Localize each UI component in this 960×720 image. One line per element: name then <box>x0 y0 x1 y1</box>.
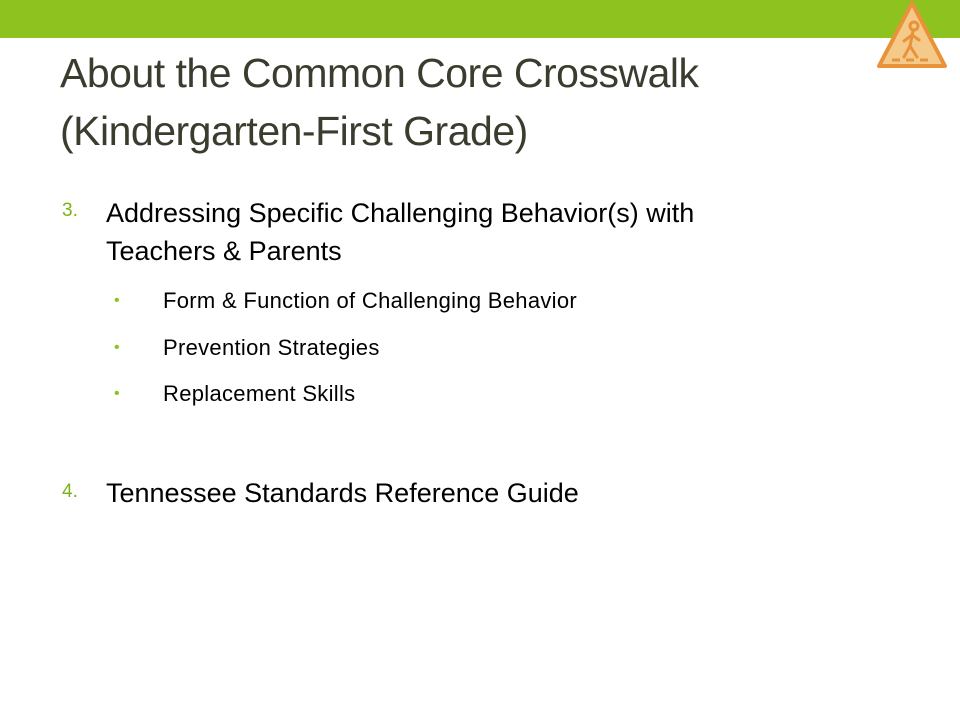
list-item-heading-line-1: Tennessee Standards Reference Guide <box>106 478 579 508</box>
item-number: 3. <box>62 200 78 221</box>
list-item-heading <box>106 474 579 512</box>
list-item-heading-line-2: Teachers & Parents <box>106 236 342 266</box>
slide-title-line-1: About the Common Core Crosswalk <box>60 50 699 96</box>
sub-item-prevention: Prevention Strategies <box>163 335 380 360</box>
list-item-heading <box>106 194 694 270</box>
item-number: 4. <box>62 481 78 502</box>
sub-item-form-function: Form & Function of Challenging Behavior <box>163 288 578 313</box>
slide-title-line-2: (Kindergarten-First Grade) <box>60 108 528 154</box>
bullet-marker: • <box>114 385 120 402</box>
sub-item-replacement: Replacement Skills <box>163 381 356 406</box>
bullet-marker: • <box>114 339 120 356</box>
list-item-heading-line-1: Addressing Specific Challenging Behavior(s) with <box>106 198 695 228</box>
bullet-marker: • <box>114 292 120 309</box>
